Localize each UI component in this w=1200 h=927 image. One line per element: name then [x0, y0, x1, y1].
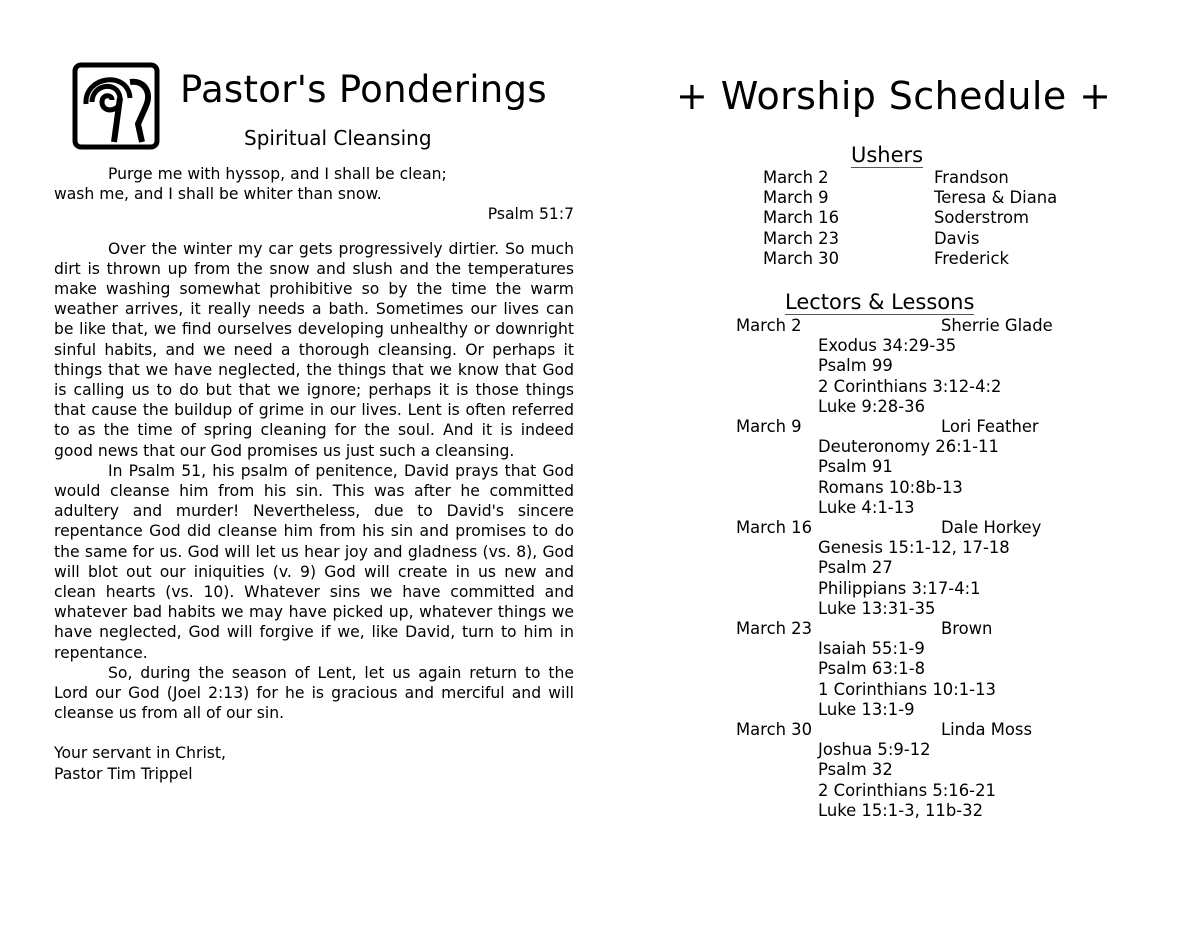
lesson: 2 Corinthians 5:16-21	[818, 780, 996, 800]
lesson: Isaiah 55:1-9	[818, 639, 925, 659]
lectors-list	[736, 316, 1096, 821]
pastors-ponderings-title: Pastor's Ponderings	[180, 68, 547, 111]
lector-row	[736, 619, 1096, 639]
worship-schedule-title: + Worship Schedule +	[676, 74, 1112, 118]
lesson: Joshua 5:9-12	[818, 740, 931, 760]
lesson: 1 Corinthians 10:1-13	[818, 679, 996, 699]
paragraph-3: So, during the season of Lent, let us again return to the Lord our God (Joel 2:13) for he is gracious and merciful and will cleanse us from all of our sin.	[54, 663, 574, 723]
ushers-list	[763, 168, 1103, 269]
usher-row	[763, 208, 1103, 228]
lesson: Psalm 91	[818, 457, 893, 477]
lector-row	[736, 518, 1096, 538]
paragraph-1: Over the winter my car gets progressively dirtier. So much dirt is thrown up from the snow and slush and the temperatures make washing somewhat prohibitive so by the time the warm weather arrives, it really needs a bath. Sometimes our lives can be like that, we find ourselves developing unhealthy or downright sinful habits, and we need a thorough cleansing. Or perhaps it things that we have neglected, the things that we know that God is calling us to do but that we ignore; perhaps it is those things that cause the buildup of grime in our lives. Lent is often referred to as the time of spring cleaning for the soul. And it is indeed good news that our God promises us just such a cleansing.	[54, 239, 574, 460]
lesson: 2 Corinthians 3:12-4:2	[818, 376, 1002, 396]
usher-date: March 23	[763, 228, 840, 248]
verse-line-2: wash me, and I shall be whiter than snow.	[54, 185, 382, 204]
lector-date: March 2	[736, 316, 802, 335]
lesson: Luke 15:1-3, 11b-32	[818, 800, 984, 820]
lector-date: March 16	[736, 518, 813, 538]
lesson: Luke 13:1-9	[818, 699, 915, 719]
closing: Your servant in Christ,	[54, 744, 226, 763]
usher-name: Davis	[934, 228, 980, 248]
lector-name: Dale Horkey	[941, 518, 1042, 538]
lectors-heading: Lectors & Lessons	[785, 290, 975, 314]
lector-row	[736, 316, 1096, 336]
usher-date: March 2	[763, 168, 829, 187]
usher-row	[763, 229, 1103, 249]
usher-name: Soderstrom	[934, 208, 1029, 228]
lector-date: March 30	[736, 720, 813, 740]
article-body	[54, 164, 574, 784]
lector-row	[736, 720, 1096, 740]
paragraph-2: In Psalm 51, his psalm of penitence, David prays that God would cleanse him from his sin. This was after he committed adultery and murder! Nevertheless, due to David's sincere repentance God did cleanse him from his sin and promises to do the same for us. God will let us hear joy and gladness (vs. 8), God will blot out our iniquities (v. 9) God will create in us new and clean hearts (vs. 10). Whatever sins we have committed and whatever bad habits we may have picked up, whatever things we have neglected, God will forgive if we, like David, turn to him in repentance.	[54, 461, 574, 662]
lesson: Luke 13:31-35	[818, 598, 936, 618]
usher-date: March 30	[763, 248, 840, 268]
lesson: Luke 9:28-36	[818, 396, 926, 416]
usher-name: Frandson	[934, 168, 1009, 187]
lesson: Genesis 15:1-12, 17-18	[818, 538, 1010, 558]
verse-line-1: Purge me with hyssop, and I shall be clean;	[108, 165, 447, 183]
lesson: Philippians 3:17-4:1	[818, 578, 981, 598]
verse-reference: Psalm 51:7	[487, 205, 574, 224]
ushers-heading: Ushers	[851, 143, 924, 167]
lector-name: Sherrie Glade	[941, 316, 1053, 335]
lesson: Romans 10:8b-13	[818, 477, 963, 497]
lesson: Psalm 63:1-8	[818, 659, 926, 679]
lector-name: Brown	[941, 619, 993, 639]
lector-name: Linda Moss	[941, 720, 1032, 740]
usher-date: March 9	[763, 188, 829, 208]
signature: Pastor Tim Trippel	[54, 764, 193, 783]
lesson: Luke 4:1-13	[818, 497, 915, 517]
article-subtitle: Spiritual Cleansing	[244, 126, 432, 150]
lesson: Psalm 27	[818, 558, 893, 578]
lector-date: March 9	[736, 417, 802, 437]
lesson: Psalm 32	[818, 760, 893, 780]
usher-name: Frederick	[934, 248, 1009, 268]
usher-name: Teresa & Diana	[934, 188, 1058, 208]
lesson: Deuteronomy 26:1-11	[818, 437, 999, 457]
usher-date: March 16	[763, 208, 840, 228]
lector-date: March 23	[736, 619, 813, 639]
usher-row	[763, 188, 1103, 208]
usher-row	[763, 168, 1103, 188]
usher-row	[763, 249, 1103, 269]
shepherd-crook-logo-icon	[72, 62, 160, 150]
lesson: Exodus 34:29-35	[818, 336, 957, 356]
lector-row	[736, 417, 1096, 437]
lector-name: Lori Feather	[941, 417, 1039, 437]
lesson: Psalm 99	[818, 356, 893, 376]
